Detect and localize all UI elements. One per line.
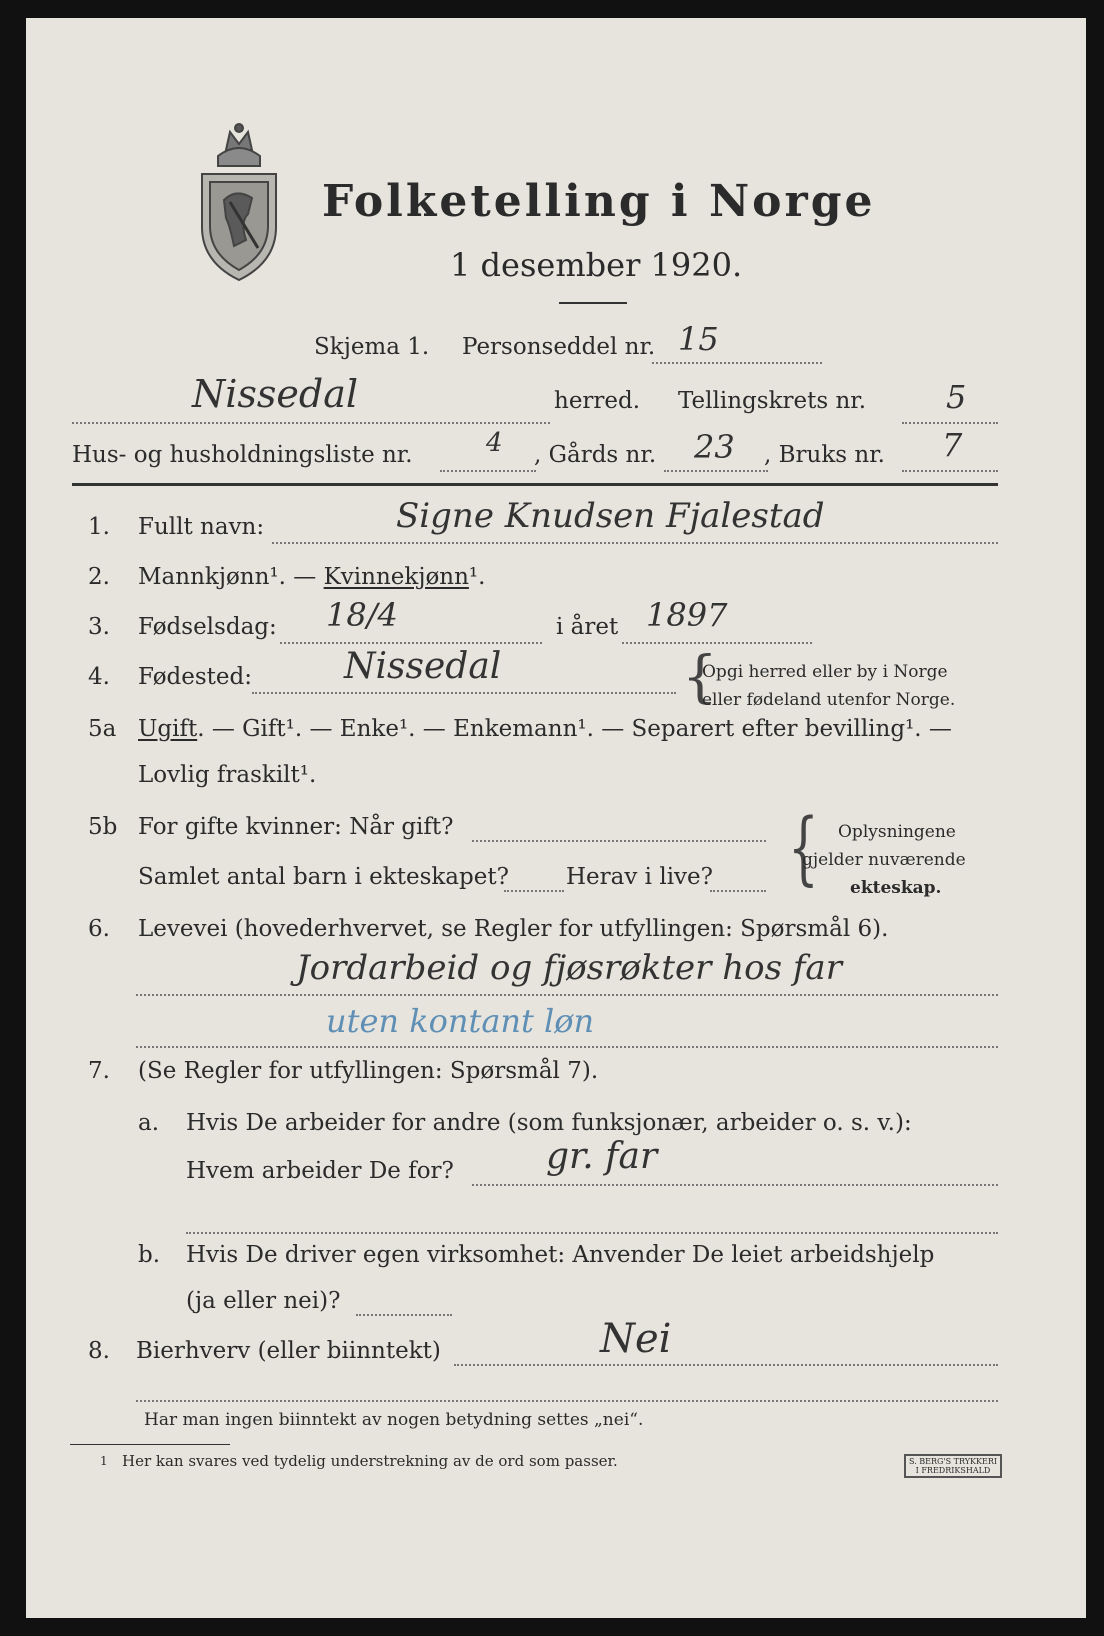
stamp-line1: S. BERG'S TRYKKERI (909, 1457, 998, 1466)
q2-male[interactable]: Mannkjønn (138, 564, 270, 590)
q1-line (272, 542, 998, 544)
q2-separator: . — (278, 564, 324, 590)
footnote-rule (70, 1444, 230, 1445)
q1-number: 1. (88, 514, 110, 540)
husliste-value: 4 (486, 428, 503, 458)
q7b-line1: Hvis De driver egen virksomhet: Anvender De leiet arbeidshjelp (186, 1242, 935, 1268)
gards-value: 23 (694, 428, 735, 466)
q5a-number: 5a (88, 716, 117, 742)
footnote-number: 1 (100, 1454, 108, 1468)
q8-line (454, 1364, 998, 1366)
q3-day-line (280, 642, 542, 644)
q8-number: 8. (88, 1338, 110, 1364)
q6-number: 6. (88, 916, 110, 942)
q7a-value: gr. far (546, 1136, 658, 1177)
q5b-note-line3: ekteskap. (850, 878, 942, 898)
q7-label: (Se Regler for utfyllingen: Spørsmål 7). (138, 1058, 599, 1084)
q5b-number: 5b (88, 814, 118, 840)
q4-value: Nissedal (344, 646, 502, 687)
q7a-line2: Hvem arbeider De for? (186, 1158, 454, 1184)
q5b-barn-line (504, 890, 564, 892)
q4-label: Fødested: (138, 664, 253, 690)
footnote-text: Her kan svares ved tydelig understrekning av de ord som passer. (122, 1452, 618, 1470)
title-divider (559, 302, 627, 304)
q5a-options (138, 716, 952, 742)
q5b-note-line2: gjelder nuværende (802, 850, 966, 870)
q8-value: Nei (600, 1316, 672, 1362)
q2-end: . (478, 564, 486, 590)
q8-extra-line (136, 1400, 998, 1402)
q6-line1 (136, 994, 998, 996)
q7a-letter: a. (138, 1110, 160, 1136)
q5a-line2: Lovlig fraskilt¹. (138, 762, 317, 788)
husliste-line (440, 470, 536, 472)
note-bottom: Har man ingen biinntekt av nogen betydning settes „nei“. (144, 1410, 644, 1430)
q5b-note-line1: Oplysningene (838, 822, 956, 842)
personseddel-line (652, 362, 822, 364)
q6-line2 (136, 1046, 998, 1048)
header-rule (72, 483, 998, 486)
census-form (26, 18, 1086, 1618)
q5a-ugift[interactable]: Ugift (138, 716, 198, 742)
q6-value-line2: uten kontant løn (326, 1002, 595, 1040)
tellingskrets-label: Tellingskrets nr. (678, 388, 867, 414)
bruks-line (902, 470, 998, 472)
personseddel-value: 15 (678, 320, 719, 358)
q5b-live-line (710, 890, 766, 892)
printer-stamp (904, 1454, 1002, 1478)
q5b-brace: { (788, 801, 819, 894)
gards-label: , Gårds nr. (534, 442, 657, 468)
tellingskrets-value: 5 (946, 378, 967, 416)
q3-year-value: 1897 (646, 596, 728, 634)
q5b-label2: Samlet antal barn i ekteskapet? (138, 864, 509, 890)
coat-of-arms-icon (196, 122, 282, 282)
q3-number: 3. (88, 614, 110, 640)
q3-label: Fødselsdag: (138, 614, 277, 640)
herred-line (72, 422, 550, 424)
q4-note-line2: eller fødeland utenfor Norge. (702, 690, 956, 710)
q1-label: Fullt navn: (138, 514, 265, 540)
q2-number: 2. (88, 564, 110, 590)
bruks-label: , Bruks nr. (764, 442, 885, 468)
q5b-gift-line (472, 840, 766, 842)
q5a-rest: . — Gift¹. — Enke¹. — Enkemann¹. — Separert efter bevilling¹. — (197, 716, 952, 742)
q2-female[interactable]: Kvinnekjønn (323, 564, 469, 590)
herred-label: herred. (554, 388, 641, 414)
tellingskrets-line (902, 422, 998, 424)
personseddel-label: Personseddel nr. (462, 334, 656, 360)
q4-note-line1: Opgi herred eller by i Norge (702, 662, 948, 682)
q5b-label3: Herav i live? (566, 864, 713, 890)
q3-day-value: 18/4 (326, 596, 398, 634)
schema-label: Skjema 1. (314, 334, 430, 360)
q5b-label1: For gifte kvinner: Når gift? (138, 814, 454, 840)
q1-value: Signe Knudsen Fjalestad (396, 496, 825, 536)
q7b-line2: (ja eller nei)? (186, 1288, 341, 1314)
q4-number: 4. (88, 664, 110, 690)
bruks-value: 7 (942, 426, 963, 464)
form-title: Folketelling i Norge (322, 176, 876, 227)
q2-options: Mannkjønn¹. — Kvinnekjønn¹. (138, 564, 486, 590)
q8-label: Bierhverv (eller biinntekt) (136, 1338, 441, 1364)
q7a-line1: Hvis De arbeider for andre (som funksjonær, arbeider o. s. v.): (186, 1110, 912, 1136)
census-date: 1 desember 1920. (450, 246, 743, 284)
q3-year-label: i året (556, 614, 619, 640)
q7a-line (472, 1184, 998, 1186)
gards-line (664, 470, 768, 472)
q6-label: Levevei (hovederhvervet, se Regler for utfyllingen: Spørsmål 6). (138, 916, 889, 942)
q7b-line (356, 1314, 452, 1316)
q3-year-line (622, 642, 812, 644)
q6-value-line1: Jordarbeid og fjøsrøkter hos far (296, 948, 842, 988)
q7-number: 7. (88, 1058, 110, 1084)
q7b-letter: b. (138, 1242, 161, 1268)
husliste-label: Hus- og husholdningsliste nr. (72, 442, 413, 468)
stamp-line2: I FREDRIKSHALD (915, 1466, 991, 1475)
q4-line (252, 692, 676, 694)
q4-brace: { (682, 645, 718, 710)
herred-value: Nissedal (192, 372, 359, 416)
q7a-extra-line (186, 1232, 998, 1234)
